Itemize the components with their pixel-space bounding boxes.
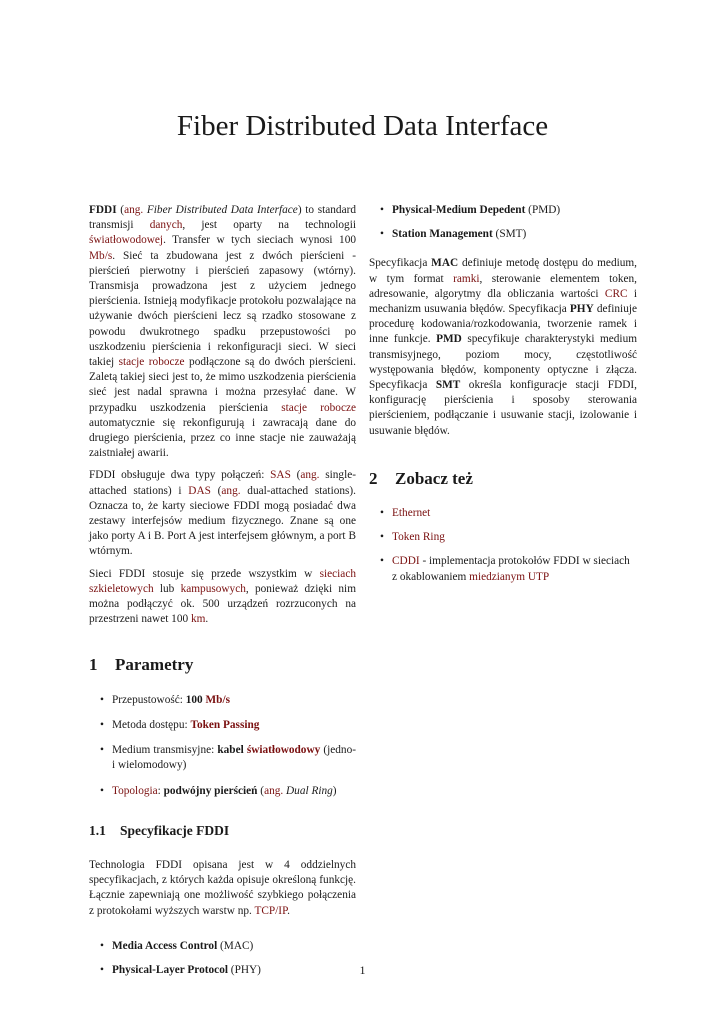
link-stacje-robocze[interactable]: stacje robocze: [118, 356, 185, 369]
term-pmd: PMD: [436, 333, 462, 346]
text: :: [157, 784, 164, 797]
left-column: [89, 203, 356, 978]
term-smt: SMT: [435, 379, 461, 392]
intro-paragraph-1: [89, 203, 356, 461]
item-label: Medium transmisyjne:: [112, 744, 218, 757]
right-column: [369, 203, 637, 585]
link-ang[interactable]: ang.: [264, 784, 284, 797]
list-item: [369, 203, 637, 218]
list-item: [89, 784, 356, 799]
section-heading-zobacz-tez: [369, 468, 637, 488]
text: i mechanizm usuwania błędów. Specyfikacja: [369, 287, 637, 316]
list-item: [369, 506, 637, 521]
link-mbs[interactable]: Mb/s: [89, 249, 113, 262]
text: . Transfer w tych sieciach wynosi 100: [163, 234, 356, 247]
link-swiatlowodowy[interactable]: światłowodowy: [246, 744, 321, 757]
specs-list-part2: [369, 203, 637, 242]
term-mac: MAC: [431, 257, 459, 270]
link-utp[interactable]: UTP: [527, 570, 550, 583]
text: , jest oparty na technologii: [182, 219, 356, 232]
link-mbs[interactable]: Mb/s: [205, 693, 230, 706]
link-km[interactable]: km: [190, 613, 206, 626]
list-item: [89, 693, 356, 708]
text: specyfikuje charakterystyki medium transmisyjnego, poziom mocy, częstotliwość występowania błędów, komponenty optyczne i złącza. Specyfikacja: [369, 333, 638, 392]
section-title: Zobacz też: [395, 468, 473, 488]
item-value: podwójny pierścień: [163, 784, 258, 797]
list-item: [89, 743, 356, 773]
spec-name: Physical-Medium Depedent: [392, 204, 526, 216]
section-heading-parametry: [89, 655, 356, 675]
text: (: [290, 469, 301, 482]
text: (: [210, 484, 222, 497]
term-phy: PHY: [569, 303, 594, 316]
link-swiatlowodowej[interactable]: światłowodowej: [89, 234, 164, 247]
section-title: Parametry: [115, 655, 194, 675]
link-topologia[interactable]: Topologia: [112, 784, 158, 797]
spec-abbr: (PMD): [525, 204, 561, 216]
link-tcp-ip[interactable]: TCP/IP: [254, 904, 288, 917]
text: określa konfiguracje stacji FDDI, konfigurację pierścienia i sposoby sterowania pierścieniem, podłączanie i usuwanie stacji, izolowanie i usuwanie błędów.: [369, 379, 637, 437]
text: . Sieć ta zbudowana jest z dwóch pierścieni - pierścień pierwotny i pierścień zapasowy (wtórny). Transmisja prowadzona jest z użyciem jednego pierścienia. Istnieją modyfikacje protokołu pozwalające na używanie dwóch pierścieni lecz są rzadko stosowane z powodu dwukrotnego spadku przepustowości po uszkodzeniu pierścienia i rekonfiguracji sieci. W sieci takiej: [89, 249, 356, 369]
section-number: 1: [89, 655, 98, 675]
item-label: Przepustowość:: [112, 693, 186, 706]
text: single-attached stations) i: [89, 469, 356, 497]
spec-description-paragraph: [369, 256, 637, 438]
subsection-heading-specyfikacje: [89, 823, 356, 838]
text: (: [116, 204, 125, 216]
spec-name: Physical-Layer Protocol: [112, 963, 228, 976]
text: dual-attached stations). Oznacza to, że karty sieciowe FDDI mogą posiadać dwa zestawy interfejsów medium fizycznego. Znane są one jako porty A i B. Port A jest interfejsem głównym, a port B wtórnym.: [89, 484, 356, 558]
link-crc[interactable]: CRC: [604, 287, 628, 300]
link-ramki[interactable]: ramki: [453, 272, 480, 285]
text: Dual Ring: [283, 784, 333, 797]
list-item: [89, 718, 356, 733]
text: Technologia FDDI opisana jest w 4 oddzielnych specyfikacjach, z których każda opisuje określoną funkcję. Łącznie zapewniają one możliwość szybkiego połączenia z protokołami wyższych warstw np.: [89, 858, 356, 917]
link-ang[interactable]: ang.: [124, 204, 144, 216]
intro-paragraph-2: [89, 468, 356, 559]
link-sieciach-szkieletowych[interactable]: sieciach szkieletowych: [89, 567, 356, 595]
page-number: 1: [359, 963, 366, 977]
text: .: [205, 613, 209, 626]
parameters-list: [89, 693, 356, 799]
text: definiuje metodę dostępu do medium, w tym format: [369, 257, 637, 285]
list-item: [89, 939, 356, 954]
list-item: [369, 530, 637, 545]
link-ang[interactable]: ang.: [221, 484, 241, 497]
term-fddi: FDDI: [89, 204, 117, 216]
link-stacje-robocze[interactable]: stacje robocze: [281, 401, 357, 414]
link-miedzianym[interactable]: miedzianym: [469, 570, 526, 583]
section-number: 1.1: [89, 822, 106, 838]
text: podłączone są do dwóch pierścieni. Zaletą takiej sieci jest to, że mimo uszkodzenia pierścienia sieć jest nadal sprawna i można przesyłać dane. W przypadku uszkodzenia pierścienia: [89, 356, 357, 414]
list-item: [369, 554, 637, 584]
text: lub: [153, 582, 181, 595]
text: , ponieważ dzięki nim można podłączyć ok. 500 urządzeń rozrzuconych na przestrzeni nawet 100: [89, 582, 356, 626]
item-label: Metoda dostępu:: [112, 718, 191, 731]
link-ang[interactable]: ang.: [300, 469, 320, 482]
spec-name: Station Management: [392, 228, 493, 241]
link-danych[interactable]: danych: [149, 219, 183, 232]
page-title: Fiber Distributed Data Interface: [176, 110, 549, 142]
text: FDDI obsługuje dwa typy połączeń:: [89, 469, 271, 482]
spec-abbr: (MAC): [217, 939, 254, 952]
see-also-list: [369, 506, 637, 585]
section-title: Specyfikacje FDDI: [120, 822, 230, 838]
link-token-passing[interactable]: Token Passing: [190, 718, 260, 731]
link-ethernet[interactable]: Ethernet: [392, 507, 431, 520]
spec-name: Media Access Control: [112, 939, 218, 952]
list-item: [369, 227, 637, 242]
text: ): [332, 784, 337, 797]
spec-abbr: (SMT): [492, 228, 527, 241]
full-name: Fiber Distributed Data Interface: [143, 204, 298, 216]
text: definiuje procedurę kodowania/rozkodowania, tworzenie ramek i inne funkcje.: [369, 303, 637, 346]
text: - implementacja protokołów FDDI w sieciach z okablowaniem: [392, 555, 630, 583]
item-value: kabel: [217, 744, 247, 757]
text: ) to standard transmisji: [89, 204, 356, 232]
link-cddi[interactable]: CDDI: [392, 555, 420, 568]
section-number: 2: [369, 468, 378, 488]
text: (jedno- i wielomodowy): [112, 744, 356, 772]
text: automatycznie się rekonfigurują i zawracają dane do drugiego pierścienia, przez co inne stacje nie zauważają zaistniałej awarii.: [89, 416, 356, 460]
text: Sieci FDDI stosuje się przede wszystkim w: [89, 567, 320, 580]
intro-paragraph-3: [89, 567, 356, 628]
link-das[interactable]: DAS: [188, 484, 211, 497]
spec-abbr: (PHY): [227, 963, 261, 976]
link-kampusowych[interactable]: kampusowych: [180, 582, 246, 595]
specs-paragraph: [89, 858, 356, 919]
item-value: 100: [185, 693, 206, 706]
link-token-ring[interactable]: Token Ring: [392, 531, 445, 544]
link-sas[interactable]: SAS: [270, 469, 291, 482]
text: , sterowanie elementem token, adresowanie, algorytmy dla obliczania wartości: [369, 272, 637, 300]
text: Specyfikacja: [369, 257, 432, 270]
text: (: [257, 784, 265, 797]
text: .: [287, 904, 290, 917]
